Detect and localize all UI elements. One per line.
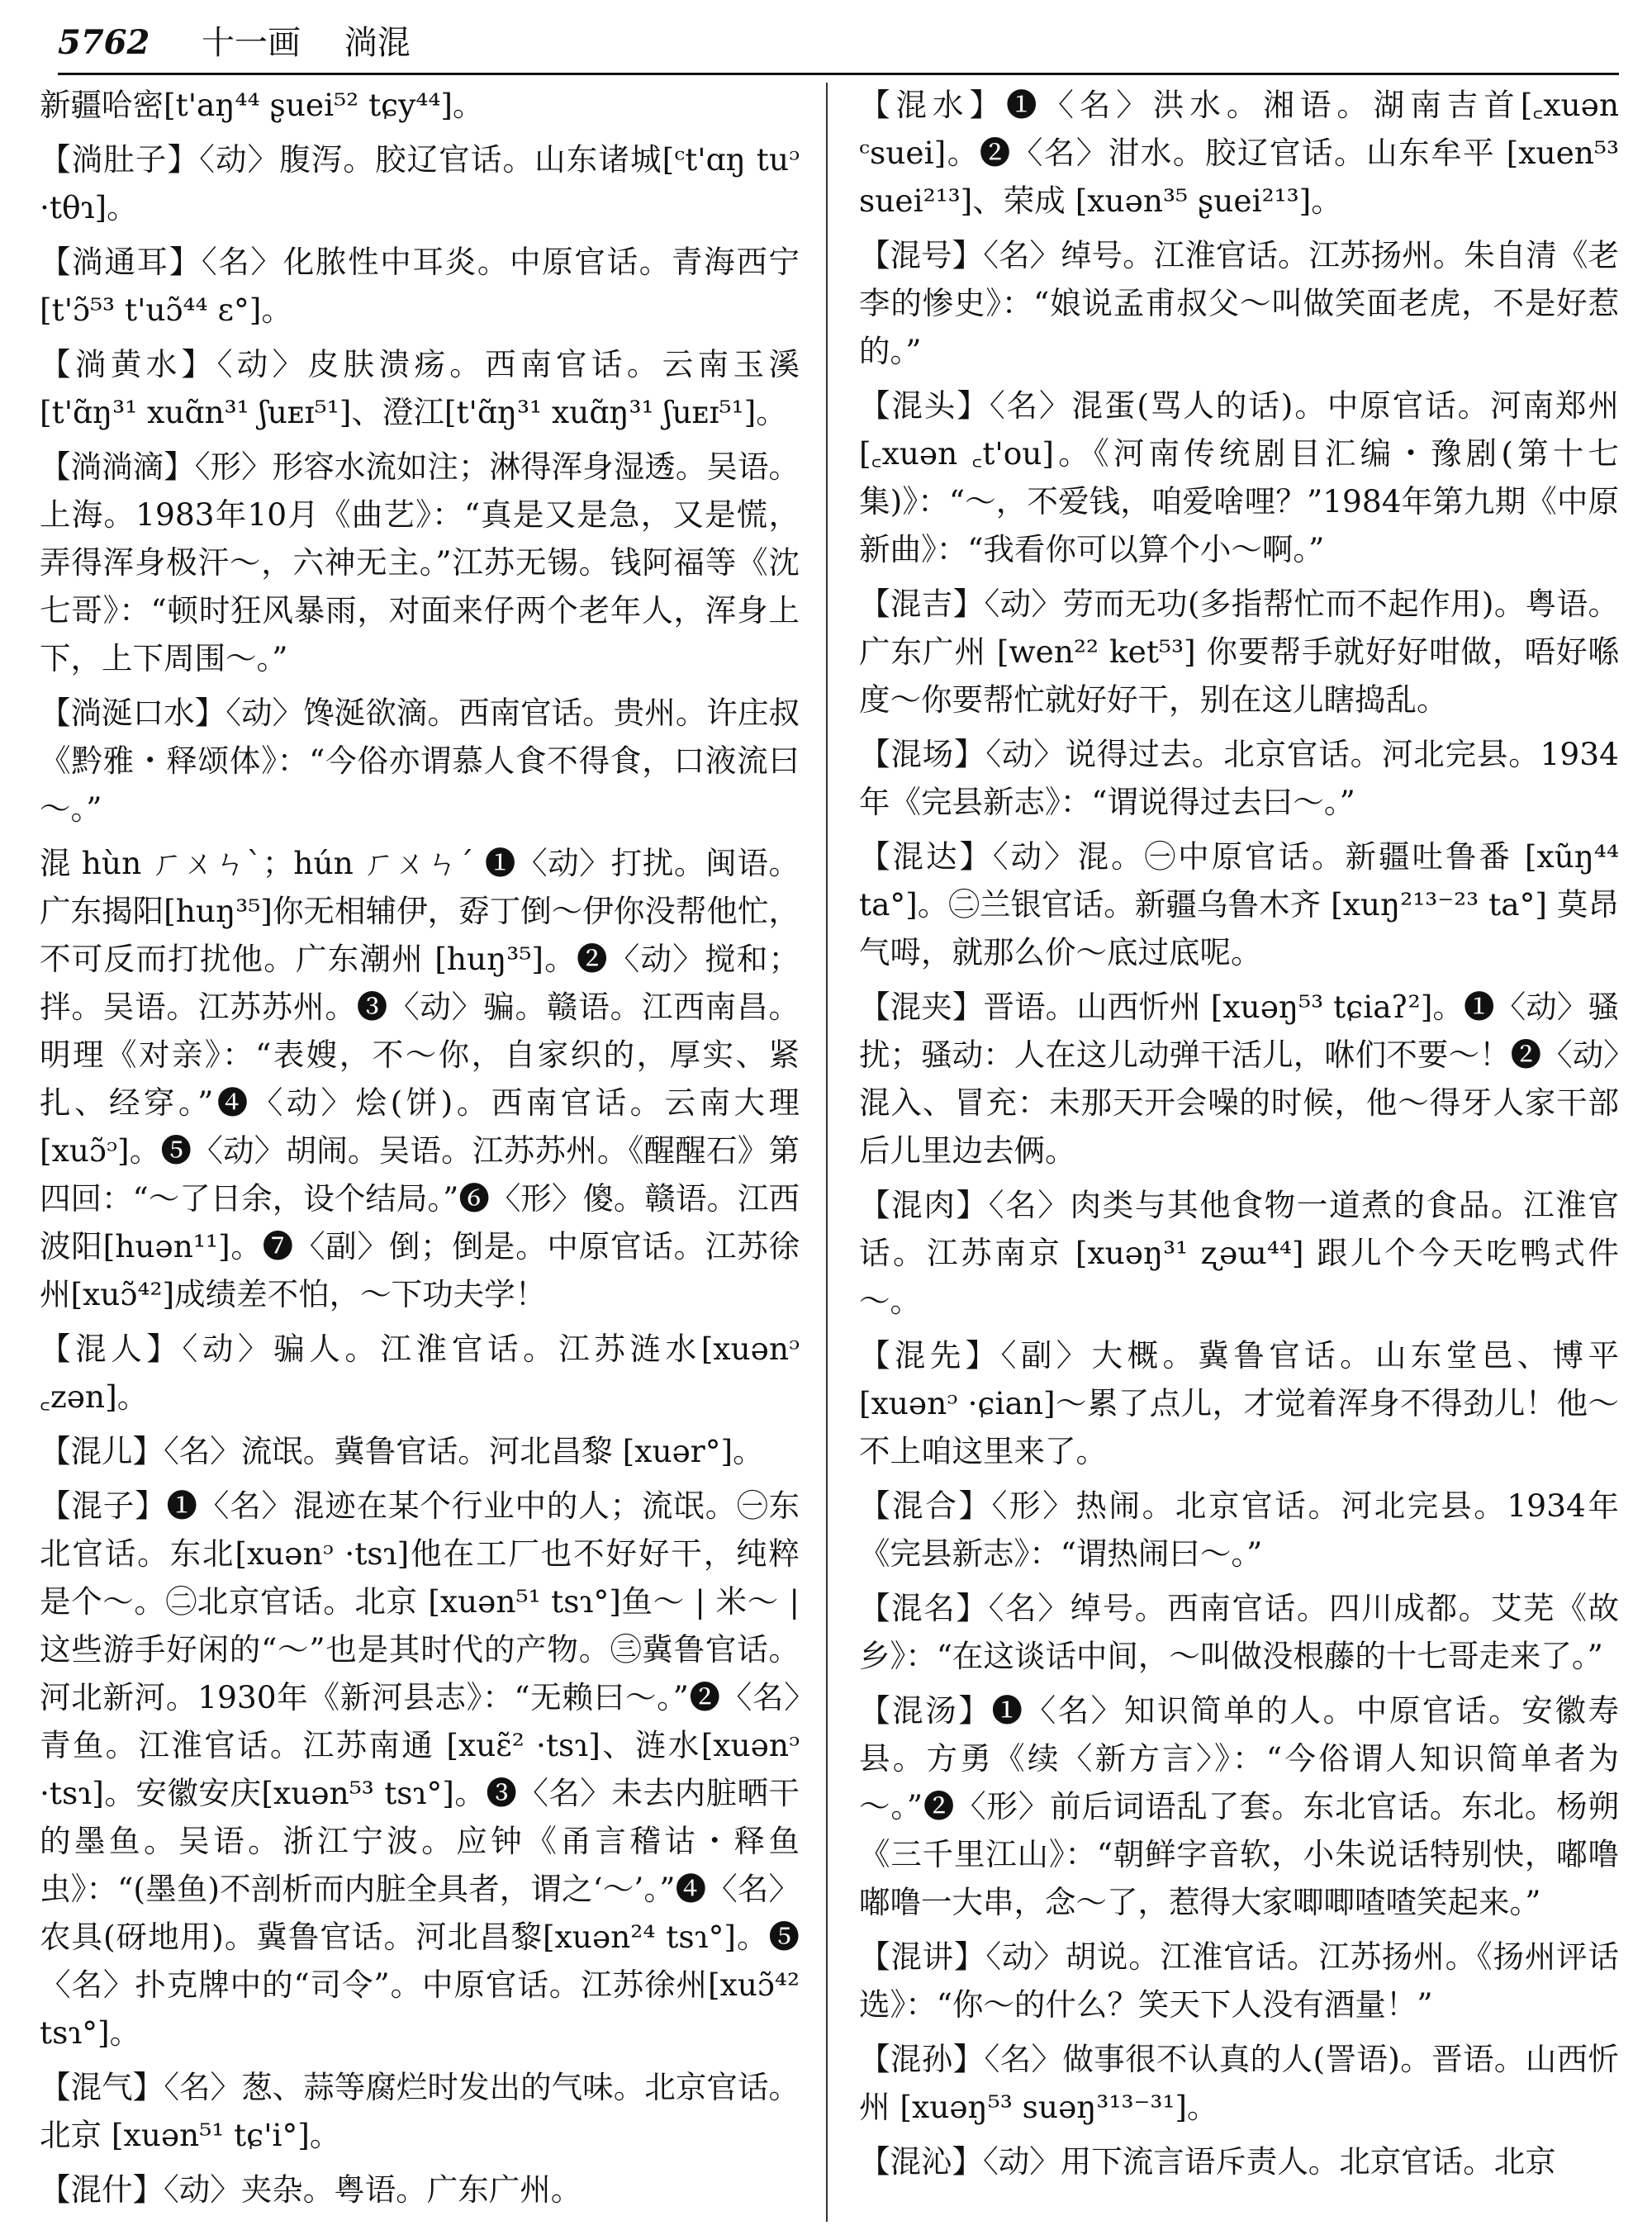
entry: 新疆哈密[t'aŋ⁴⁴ ʂuei⁵² tɕy⁴⁴]。 [40, 87, 484, 123]
entry: 【淌通耳】〈名〉化脓性中耳炎。中原官话。青海西宁[t'ɔ̃⁵³ t'uɔ̃⁴⁴ ɛ°]。 [40, 244, 800, 328]
entry: 【混肉】〈名〉肉类与其他食物一道煮的食品。江淮官话。江苏南京 [xuəŋ³¹ ʐəɯ⁴⁴] 跟儿个今天吃鸭式件～。 [859, 1187, 1619, 1319]
right-column [859, 81, 1619, 2192]
entry: 【混什】〈动〉夹杂。粤语。广东广州。 [40, 2171, 582, 2208]
left-column [40, 81, 800, 2220]
entry: 【混子】❶〈名〉混迹在某个行业中的人；流氓。㊀东北官话。东北[xuənᵓ ·tsɿ]他在工厂也不好好干，纯粹是个～。㊁北京官话。北京 [xuən⁵¹ tsɿ°]鱼～ | 米～ | 这些游手好闲的“～”也是其时代的产物。㊂冀鲁官话。河北新河。1930年《新河县志》：“无赖曰～。”❷〈名〉青鱼。江淮官话。江苏南通 [xuɛ̃² ·tsɿ]、涟水[xuənᵓ ·tsɿ]。安徽安庆[xuən⁵³ tsɿ°]。❸〈名〉未去内脏晒干的墨鱼。吴语。浙江宁波。应钟《甬言稽诂・释鱼虫》：“(墨鱼)不剖析而内脏全具者，谓之‘～’。”❹〈名〉农具(砑地用)。冀鲁官话。河北昌黎[xuən²⁴ tsɿ°]。❺〈名〉扑克牌中的“司令”。中原官话。江苏徐州[xuɔ̃⁴² tsɿ°]。 [40, 1487, 800, 2051]
entry: 【混孙】〈名〉做事很不认真的人(詈语)。晋语。山西忻州 [xuəŋ⁵³ suəŋ³¹³⁻³¹]。 [859, 2041, 1619, 2125]
entry: 【混名】〈名〉绰号。西南官话。四川成都。艾芜《故乡》：“在这谈话中间，～叫做没根藤的十七哥走来了。” [859, 1590, 1619, 1674]
entry: 【混先】〈副〉大概。冀鲁官话。山东堂邑、博平 [xuənᵓ ·ɕian]～累了点儿，才觉着浑身不得劲儿！他～不上咱这里来了。 [859, 1337, 1619, 1469]
entry: 【混夹】晋语。山西忻州 [xuəŋ⁵³ tɕiaʔ²]。❶〈动〉骚扰；骚动：人在这儿动弹干活儿，咻们不要～！❷〈动〉混入、冒充：未那天开会噪的时候，他～得牙人家干部后儿里边去俩。 [859, 989, 1619, 1169]
stroke-section: 十一画 [202, 24, 301, 62]
entry: 【混气】〈名〉葱、蒜等腐烂时发出的气味。北京官话。北京 [xuən⁵¹ tɕ'i°]。 [40, 2069, 800, 2153]
column-divider [826, 83, 828, 2222]
running-headwords: 淌混 [344, 24, 411, 62]
entry: 【混沁】〈动〉用下流言语斥责人。北京官话。北京 [859, 2143, 1556, 2180]
entry: 【混号】〈名〉绰号。江淮官话。江苏扬州。朱自清《老李的惨史》：“娘说孟甫叔父～叫做笑面老虎，不是好惹的。” [859, 237, 1619, 369]
entry: 【混达】〈动〉混。㊀中原官话。新疆吐鲁番 [xũŋ⁴⁴ ta°]。㊁兰银官话。新疆乌鲁木齐 [xuŋ²¹³⁻²³ ta°] 莫昂气呣，就那么价～底过底呢。 [859, 838, 1619, 970]
entry: 【混儿】〈名〉流氓。冀鲁官话。河北昌黎 [xuər°]。 [40, 1433, 764, 1469]
headword-entry-hun: 混 hùn ㄏㄨㄣˋ；hún ㄏㄨㄣˊ ❶〈动〉打扰。闽语。广东揭阳[huŋ³⁵]你无相辅伊，孬丁倒～伊你没帮他忙，不可反而打扰他。广东潮州 [huŋ³⁵]。❷〈动〉搅和；拌。吴语。江苏苏州。❸〈动〉骗。赣语。江西南昌。明理《对亲》：“表嫂，不～你，自家织的，厚实、紧扎、经穿。”❹〈动〉烩(饼)。西南官话。云南大理 [xuɔ̃ᵓ]。❺〈动〉胡闹。吴语。江苏苏州。《醒醒石》第四回：“～了日余，设个结局。”❻〈形〉傻。赣语。江西波阳[huən¹¹]。❼〈副〉倒；倒是。中原官话。江苏徐州[xuɔ̃⁴²]成绩差不怕，～下功夫学！ [40, 845, 800, 1312]
entry: 【混水】❶〈名〉洪水。湘语。湖南吉首[꜀xuən ᶜsuei]。❷〈名〉泔水。胶辽官话。山东牟平 [xuen⁵³ suei²¹³]、荣成 [xuən³⁵ ʂuei²¹³]。 [859, 87, 1619, 219]
entry: 【混汤】❶〈名〉知识简单的人。中原官话。安徽寿县。方勇《续〈新方言〉》：“今俗谓人知识简单者为～。”❷〈形〉前后词语乱了套。东北官话。东北。杨朔《三千里江山》：“朝鲜字音软，小朱说话特别快，嘟噜嘟噜一大串，念～了，惹得大家唧唧喳喳笑起来。” [859, 1692, 1619, 1920]
page-number: 5762 [58, 23, 150, 62]
entry: 【混头】〈名〉混蛋(骂人的话)。中原官话。河南郑州[꜀xuən ꜀t'ou]。《河南传统剧目汇编・豫剧(第十七集)》：“～，不爱钱，咱爱啥哩？”1984年第九期《中原新曲》：“我看你可以算个小～啊。” [859, 387, 1619, 567]
entry: 【混人】〈动〉骗人。江淮官话。江苏涟水[xuənᵓ ꜀zən]。 [40, 1331, 800, 1415]
entry: 【淌肚子】〈动〉腹泻。胶辽官话。山东诸城[ᶜt'ɑŋ tuᵓ ·tθɿ]。 [40, 141, 800, 225]
entry: 【淌涎口水】〈动〉馋涎欲滴。西南官话。贵州。许庄叔《黔雅・释颂体》：“今俗亦谓慕人食不得食，口液流曰～。” [40, 695, 800, 827]
entry: 【淌黄水】〈动〉皮肤溃疡。西南官话。云南玉溪[t'ɑ̃ŋ³¹ xuɑ̃n³¹ ʃuᴇɪ⁵¹]、澄江[t'ɑ̃ŋ³¹ xuɑ̃ŋ³¹ ʃuᴇɪ⁵¹]。 [40, 346, 800, 430]
entry: 【混场】〈动〉说得过去。北京官话。河北完县。1934年《完县新志》：“谓说得过去曰～。” [859, 736, 1619, 820]
entry: 【混讲】〈动〉胡说。江淮官话。江苏扬州。《扬州评话选》：“你～的什么？笑天下人没有酒量！” [859, 1938, 1619, 2023]
page-header [58, 18, 1627, 68]
header-rule [58, 73, 1619, 75]
entry: 【淌淌滴】〈形〉形容水流如注；淋得浑身湿透。吴语。上海。1983年10月《曲艺》：“真是又是急，又是慌，弄得浑身极汗～，六神无主。”江苏无锡。钱阿福等《沈七哥》：“顿时狂风暴雨，对面来仔两个老年人，浑身上下，上下周围～。” [40, 448, 800, 676]
entry: 【混合】〈形〉热闹。北京官话。河北完县。1934年《完县新志》：“谓热闹曰～。” [859, 1487, 1619, 1572]
entry: 【混吉】〈动〉劳而无功(多指帮忙而不起作用)。粤语。广东广州 [wen²² ket⁵³] 你要帮手就好好咁做，唔好喺度～你要帮忙就好好干，别在这儿瞎捣乱。 [859, 586, 1619, 718]
